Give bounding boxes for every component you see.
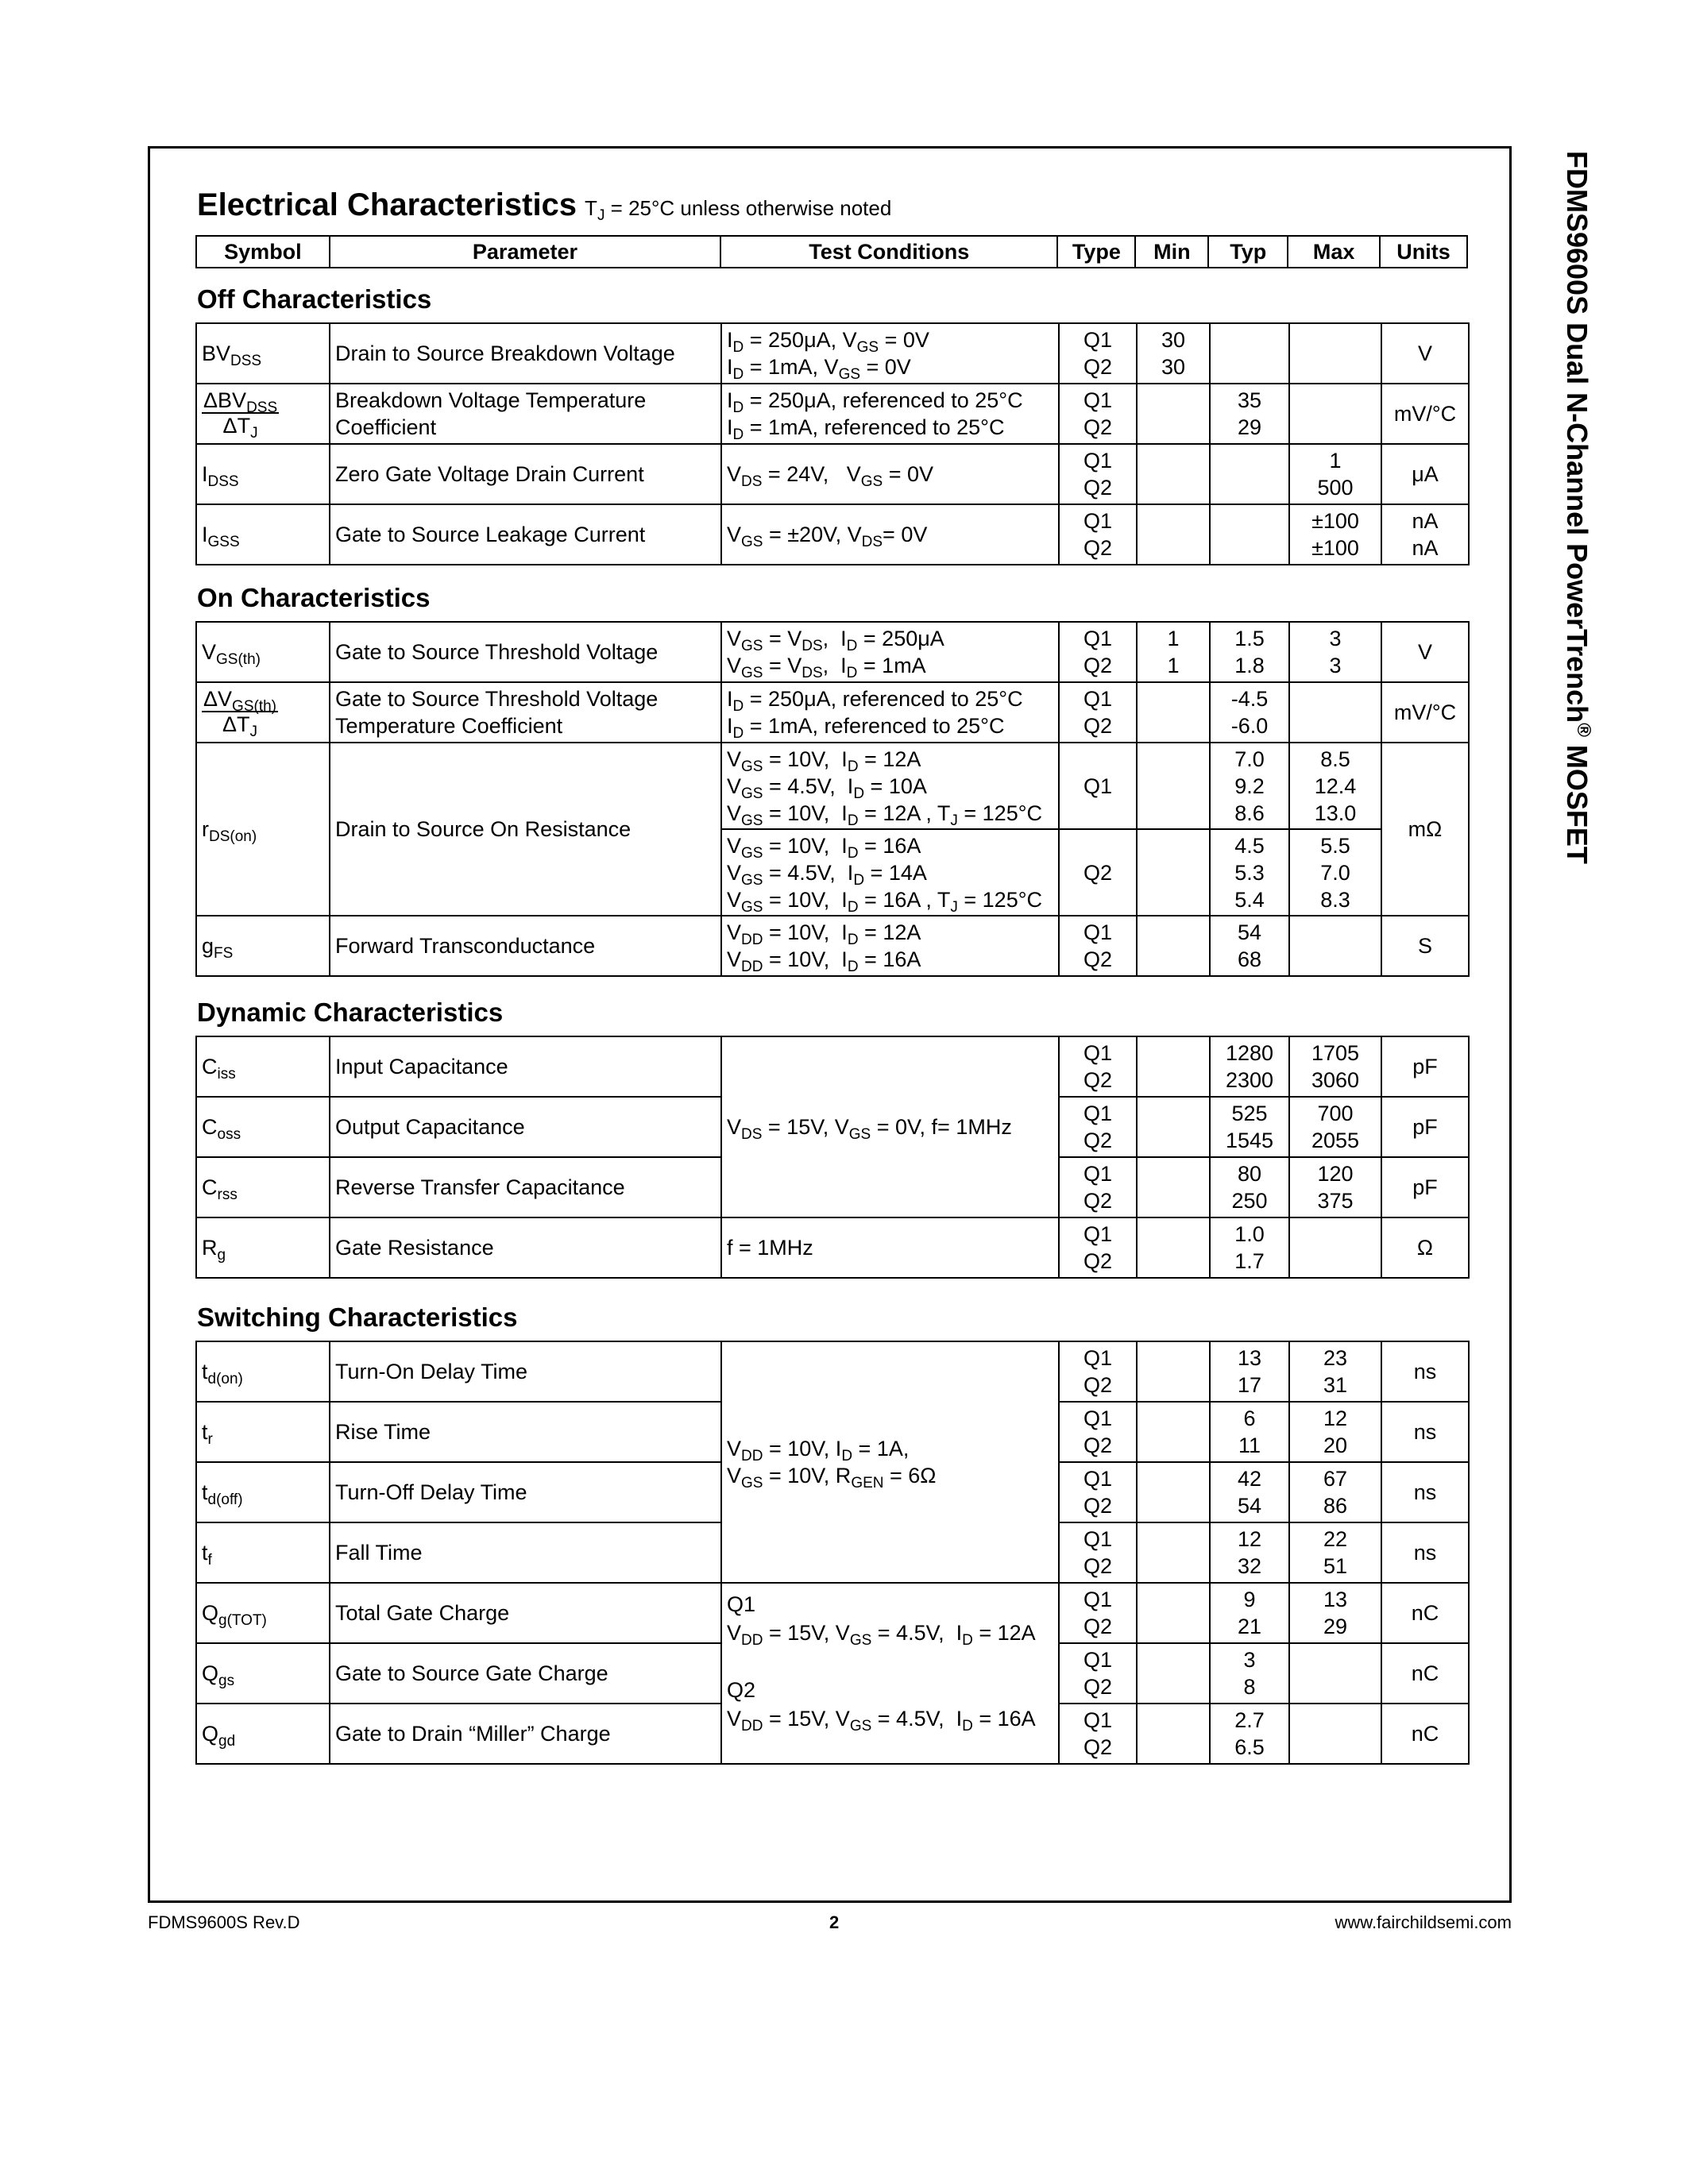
table-row: $Q_{g(TOT)}$ Total Gate Charge Q1 $V_{DD} = 15V$, $V_{GS} = 4.5V$, $I_D = 12A$ Q2 $V_{DD} = 15V$, $V_{GS} = 4.5V$, $I_D = 16A$ Q1 Q2 9 21 13 29 nC: [196, 1583, 1469, 1643]
table-row: $g_{FS}$ Forward Transconductance $V_{DD} = 10V$, $I_D = 12A$ $V_{DD} = 10V$, $I_D = 16A$ Q1 Q2 54 68 S: [196, 916, 1469, 976]
table-row: $\frac{\Delta V_{GS(th)}}{\Delta T_J}$ Gate to Source Threshold Voltage Temperature Coefficient $I_D = 250\mu A$, referenced to 25°C $I_D = 1mA$, referenced to 25°C Q1 Q2 -4.5 -6.0 mV/°C: [196, 682, 1469, 743]
table-row: $V_{GS} = 10V$, $I_D = 16A$ $V_{GS} = 4.5V$, $I_D = 14A$ $V_{GS} = 10V$, $I_D = 16A$ , $T_J = 125^\circ C$ Q2 4.5 5.3 5.4 5.5 7.0 8.3: [196, 829, 1469, 916]
table-on: [195, 621, 1470, 977]
side-title: FDMS9600S Dual N-Channel PowerTrench® MOSFET: [1561, 151, 1594, 864]
header-typ: Typ: [1208, 236, 1288, 268]
footer-page-number: 2: [829, 1912, 840, 1932]
title-note: $T_J = 25^\circ C$ unless otherwise noted: [585, 196, 892, 224]
table-row: $I_{GSS}$ Gate to Source Leakage Current $V_{GS} = \pm 20V$, $V_{DS}= 0V$ Q1 Q2 ±100 ±100 nA nA: [196, 504, 1469, 565]
table-switching: [195, 1341, 1470, 1765]
header-symbol: Symbol: [196, 236, 330, 268]
table-row: $I_{DSS}$ Zero Gate Voltage Drain Current $V_{DS} = 24V$, $V_{GS} = 0V$ Q1 Q2 1 500 μA: [196, 444, 1469, 504]
footer-doc-id: FDMS9600S Rev.D: [148, 1912, 300, 1932]
section-title-switching: Switching Characteristics: [197, 1302, 518, 1332]
table-row: $C_{rss}$ Reverse Transfer Capacitance Q1 Q2 80 250 120 375 pF: [196, 1157, 1469, 1217]
header-test-conditions: Test Conditions: [720, 236, 1057, 268]
table-off: [195, 322, 1470, 565]
section-title-dynamic: Dynamic Characteristics: [197, 997, 504, 1027]
table-row: $BV_{DSS}$ Drain to Source Breakdown Voltage $I_D = 250\mu A$, $V_{GS} = 0V$ $I_D = 1mA$, $V_{GS} = 0V$ Q1 Q2 30 30 V: [196, 323, 1469, 384]
table-row: $t_r$ Rise Time Q1 Q2 6 11 12 20 ns: [196, 1402, 1469, 1462]
table-row: $R_g$ Gate Resistance f = 1MHz Q1 Q2 1.0 1.7 Ω: [196, 1217, 1469, 1278]
header-max: Max: [1288, 236, 1380, 268]
table-row: $t_f$ Fall Time Q1 Q2 12 32 22 51 ns: [196, 1522, 1469, 1583]
table-row: $C_{oss}$ Output Capacitance Q1 Q2 525 1545 700 2055 pF: [196, 1097, 1469, 1157]
column-header: [195, 235, 1468, 268]
table-row: $Q_{gs}$ Gate to Source Gate Charge Q1 Q2 3 8 nC: [196, 1643, 1469, 1704]
section-title-on: On Characteristics: [197, 583, 431, 612]
header-units: Units: [1380, 236, 1467, 268]
section-title-off: Off Characteristics: [197, 284, 432, 314]
header-parameter: Parameter: [330, 236, 720, 268]
table-dynamic: [195, 1036, 1470, 1279]
table-row: $V_{GS(th)}$ Gate to Source Threshold Voltage $V_{GS} = V_{DS}$, $I_D = 250\mu A$ $V_{GS} = V_{DS}$, $I_D = 1mA$ Q1 Q2 1 1 1.5 1.8 3 3 V: [196, 622, 1469, 682]
footer-url: www.fairchildsemi.com: [1335, 1912, 1512, 1932]
header-min: Min: [1135, 236, 1208, 268]
table-row: $\frac{\Delta BV_{DSS}}{\Delta T_J}$ Breakdown Voltage Temperature Coefficient $I_D = 250\mu A$, referenced to 25°C $I_D = 1mA$, referenced to 25°C Q1 Q2 35 29 mV/°C: [196, 384, 1469, 444]
table-row: $Q_{gd}$ Gate to Drain “Miller” Charge Q1 Q2 2.7 6.5 nC: [196, 1704, 1469, 1764]
table-row: $t_{d(off)}$ Turn-Off Delay Time Q1 Q2 42 54 67 86 ns: [196, 1462, 1469, 1522]
header-type: Type: [1057, 236, 1135, 268]
table-row: $t_{d(on)}$ Turn-On Delay Time $V_{DD} = 10V$, $I_D = 1A$, $V_{GS} = 10V$, $R_{GEN} = 6\Omega$ Q1 Q2 13 17 23 31 ns: [196, 1341, 1469, 1402]
table-row: $C_{iss}$ Input Capacitance $V_{DS} = 15V$, $V_{GS} = 0V$, f= 1MHz Q1 Q2 1280 2300 1705 3060 pF: [196, 1036, 1469, 1097]
page-title: Electrical Characteristics $T_J = 25^\circ C$ unless otherwise noted: [197, 187, 892, 224]
table-row: $r_{DS(on)}$ Drain to Source On Resistance $V_{GS} = 10V$, $I_D = 12A$ $V_{GS} = 4.5V$, $I_D = 10A$ $V_{GS} = 10V$, $I_D = 12A$ , $T_J = 125^\circ C$ Q1 7.0 9.2 8.6 8.5 12.4 13.0 mΩ: [196, 743, 1469, 829]
